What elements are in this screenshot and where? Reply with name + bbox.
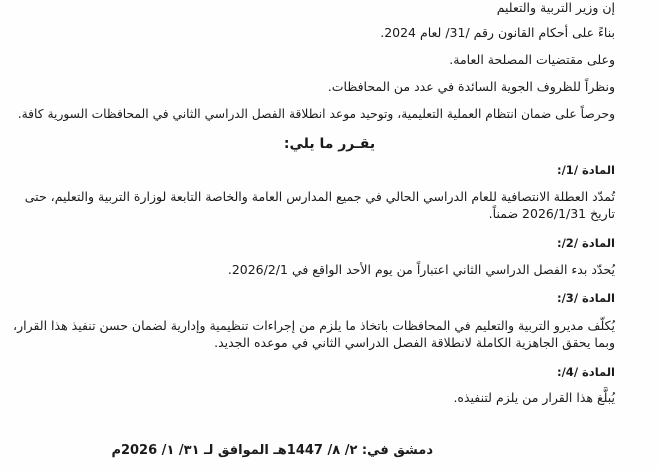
article-3-line-1: يُكلّف مديرو التربية والتعليم في المحافظات باتخاذ ما يلزم من إجراءات تنظيمية وإدارية لضمان حسن تنفيذ هذا القرار، <box>13 318 615 333</box>
article-1-line-2: تاريخ 2026/1/31 ضمناً. <box>488 206 615 221</box>
preamble-line-2: وعلى مقتضيات المصلحة العامة. <box>449 52 615 67</box>
article-2-title: المادة /2/: <box>556 236 615 250</box>
decision-heading: يقـرر ما يلي: <box>283 136 376 152</box>
decree-date: دمشق في: ٢/ ٨/ 1447هـ الموافق لـ ٣١/ ١/ 2026م <box>111 443 433 458</box>
preamble-line-3: ونظراً للظروف الجوية السائدة في عدد من المحافظات. <box>327 79 615 94</box>
preamble-line-1: بناءً على أحكام القانون رقم /31/ لعام 2024. <box>380 25 615 40</box>
article-1-title: المادة /1/: <box>556 163 615 177</box>
article-4-title: المادة /4/: <box>556 365 615 379</box>
article-3-title: المادة /3/: <box>556 291 615 305</box>
preamble-line-4: وحرصاً على ضمان انتظام العملية التعليمية، وتوحيد موعد انطلاقة الفصل الدراسي الثاني في المحافظات السورية كافة. <box>17 107 615 121</box>
article-2-line-1: يُحدّد بدء الفصل الدراسي الثاني اعتباراً من يوم الأحد الواقع في 2026/2/1. <box>227 262 615 277</box>
article-1-line-1: تُمدّد العطلة الانتصافية للعام الدراسي الحالي في جميع المدارس العامة والخاصة التابعة لوزارة التربية والتعليم، حتى <box>24 189 615 204</box>
article-4-line-1: يُبلَّغ هذا القرار من يلزم لتنفيذه. <box>453 390 615 405</box>
intro-line: إن وزير التربية والتعليم <box>496 0 615 15</box>
article-3-line-2: وبما يحقق الجاهزية الكاملة لانطلاقة الفصل الدراسي الثاني في موعده الجديد. <box>214 335 615 350</box>
